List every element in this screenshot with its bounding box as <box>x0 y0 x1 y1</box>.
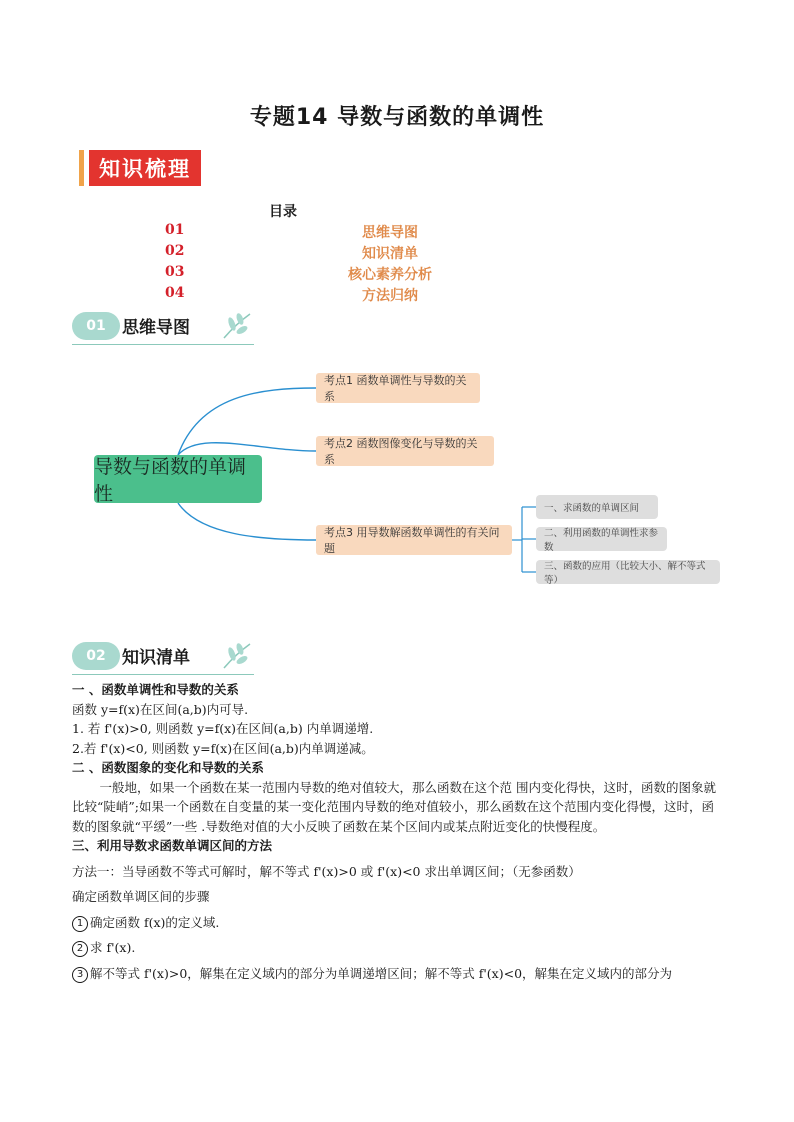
toc-item[interactable] <box>0 222 794 243</box>
paragraph: 2.若 f'(x)<0, 则函数 y=f(x)在区间(a,b)内单调递减。 <box>72 740 374 756</box>
heading-3: 三、利用导数求函数单调区间的方法 <box>72 838 273 853</box>
heading-2: 二 、函数图象的变化和导数的关系 <box>72 760 264 775</box>
page-title: 专题14 导数与函数的单调性 <box>249 105 545 130</box>
toc-number: 02 <box>165 243 185 259</box>
paragraph: 方法一：当导函数不等式可解时，解不等式 f'(x)>0 或 f'(x)<0 求出单调区间；（无参函数） <box>72 863 581 879</box>
banner-label: 知识梳理 <box>89 150 201 186</box>
toc-item[interactable] <box>0 264 794 285</box>
paragraph: 确定函数单调区间的步骤 <box>72 889 210 904</box>
paragraph: 一般地，如果一个函数在某一范围内导数的绝对值较大，那么函数在这个范 围内变化得快，这时，函数的图象就比较“陡峭”;如果一个函数在自变量的某一变化范围内导数的绝对值较小，那么函数在这个范围内变化得慢，这时，函数的图象就“平缓”一些 .导数绝对值的大小反映了函数在某个区间内或某点附近变化的快慢程度。 <box>72 779 716 834</box>
mindmap-node-k3[interactable]: 考点3 用导数解函数单调性的有关问题 <box>316 525 512 555</box>
section-title: 知识清单 <box>122 648 190 668</box>
mindmap-node-k1[interactable]: 考点1 函数单调性与导数的关系 <box>316 373 480 403</box>
toc-label: 方法归纳 <box>362 288 418 304</box>
mind-map <box>0 355 794 625</box>
step-3 <box>72 964 724 984</box>
mindmap-sub-node-2[interactable]: 二、利用函数的单调性求参数 <box>536 527 667 551</box>
heading-1: 一 、函数单调性和导数的关系 <box>72 682 239 697</box>
section-underline <box>72 674 254 675</box>
section-underline <box>72 344 254 345</box>
toc-heading: 目录 <box>269 204 297 220</box>
step-number: 1 <box>72 916 88 932</box>
section-header-knowledge <box>72 640 262 676</box>
mindmap-root-node[interactable]: 导数与函数的单调性 <box>94 455 262 503</box>
toc-label: 思维导图 <box>362 225 418 241</box>
paragraph: 函数 y=f(x)在区间(a,b)内可导. <box>72 701 249 717</box>
knowledge-content <box>72 680 724 983</box>
step-text: 解不等式 f'(x)>0，解集在定义域内的部分为单调递增区间；解不等式 f'(x)<0，解集在定义域内的部分为 <box>90 965 673 981</box>
mindmap-sub-node-3[interactable]: 三、函数的应用（比较大小、解不等式等） <box>536 560 720 584</box>
section-title: 思维导图 <box>122 318 190 338</box>
leaf-icon <box>220 640 254 670</box>
step-number: 3 <box>72 967 88 983</box>
section-number: 02 <box>72 642 120 670</box>
step-text: 确定函数 f(x)的定义域. <box>90 914 220 930</box>
section-header-mindmap <box>72 310 262 346</box>
leaf-icon <box>220 310 254 340</box>
toc-label: 核心素养分析 <box>348 267 432 283</box>
mindmap-node-k2[interactable]: 考点2 函数图像变化与导数的关系 <box>316 436 494 466</box>
toc-number: 04 <box>165 285 185 301</box>
step-text: 求 f'(x). <box>90 940 136 955</box>
knowledge-summary-banner <box>79 150 201 186</box>
toc-item[interactable] <box>0 243 794 264</box>
toc-label: 知识清单 <box>362 246 418 262</box>
mindmap-sub-node-1[interactable]: 一、求函数的单调区间 <box>536 495 658 519</box>
step-1 <box>72 913 724 933</box>
toc-item[interactable] <box>0 285 794 306</box>
step-number: 2 <box>72 941 88 957</box>
toc-number: 03 <box>165 264 185 280</box>
toc-number: 01 <box>165 222 185 238</box>
banner-accent-bar <box>79 150 84 186</box>
paragraph: 1. 若 f'(x)>0, 则函数 y=f(x)在区间(a,b) 内单调递增. <box>72 721 374 736</box>
step-2 <box>72 938 724 958</box>
section-number: 01 <box>72 312 120 340</box>
